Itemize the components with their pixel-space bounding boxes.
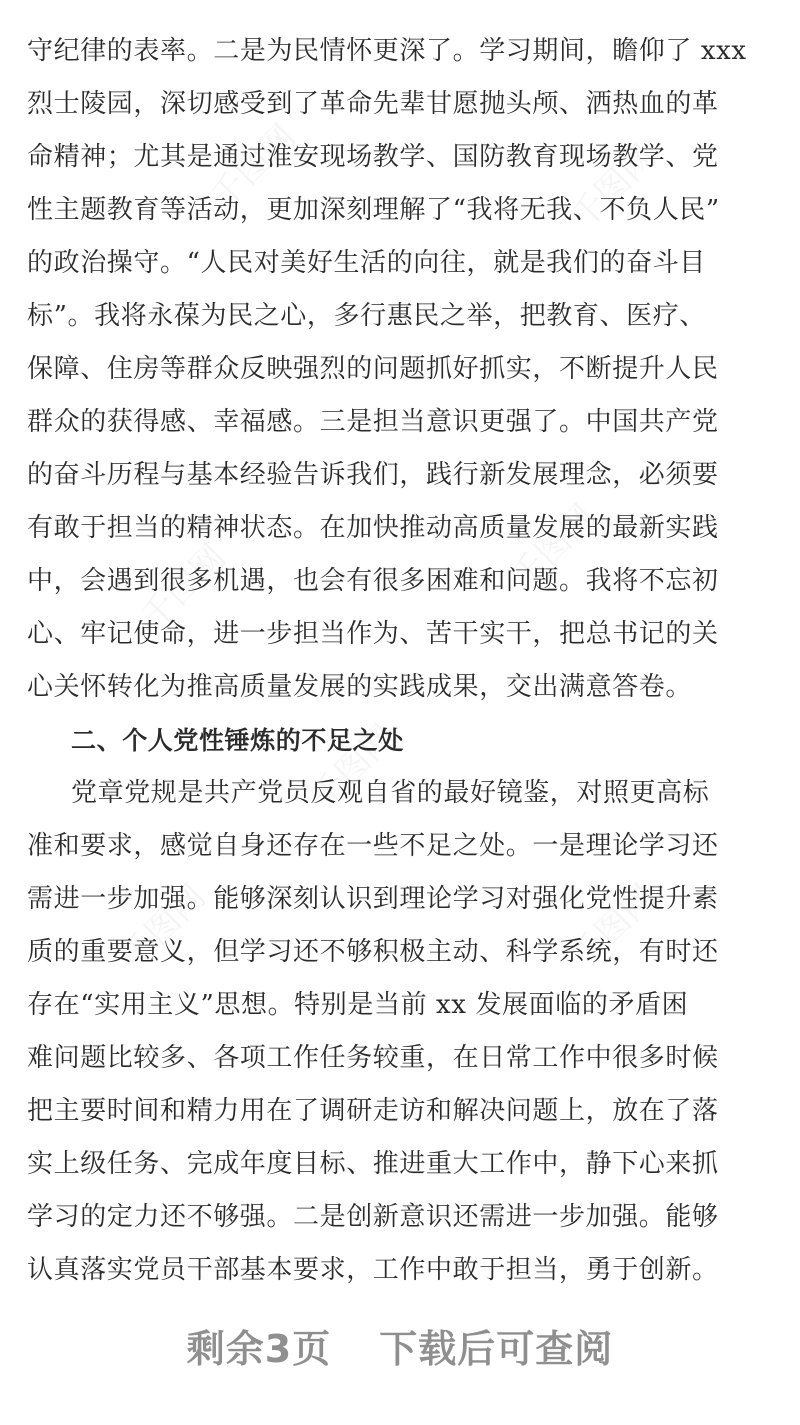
body-line: 命精神；尤其是通过淮安现场教学、国防教育现场教学、党	[27, 142, 719, 172]
body-line: 存在“实用主义”思想。特别是当前 xx 发展面临的矛盾困	[27, 990, 689, 1020]
download-to-view-label: 下载后可查阅	[379, 1327, 614, 1371]
body-line: 心、牢记使命，进一步担当作为、苦干实干，把总书记的关	[27, 619, 719, 649]
body-line: 烈士陵园，深切感受到了革命先辈甘愿抛头颅、洒热血的革	[27, 89, 719, 119]
body-line: 党章党规是共产党员反观自省的最好镜鉴，对照更高标	[71, 778, 710, 808]
body-line: 难问题比较多、各项工作任务较重，在日常工作中很多时候	[27, 1043, 719, 1073]
body-line: 学习的定力还不够强。二是创新意识还需进一步加强。能够	[27, 1202, 719, 1232]
body-line: 中，会遇到很多机遇，也会有很多困难和问题。我将不忘初	[27, 566, 719, 596]
body-line: 把主要时间和精力用在了调研走访和解决问题上，放在了落	[27, 1096, 719, 1126]
body-line: 守纪律的表率。二是为民情怀更深了。学习期间，瞻仰了 xxx	[27, 36, 747, 66]
document-body	[27, 25, 777, 1297]
body-line: 需进一步加强。能够深刻认识到理论学习对强化党性提升素	[27, 884, 719, 914]
body-line: 标”。我将永葆为民之心，多行惠民之举，把教育、医疗、	[27, 301, 706, 331]
body-line: 的政治操守。“人民对美好生活的向往，就是我们的奋斗目	[27, 248, 706, 278]
body-line: 认真落实党员干部基本要求，工作中敢于担当，勇于创新。	[27, 1255, 719, 1285]
body-line: 的奋斗历程与基本经验告诉我们，践行新发展理念，必须要	[27, 460, 719, 490]
body-line: 性主题教育等活动，更加深刻理解了“我将无我、不负人民”	[27, 195, 720, 225]
body-line: 保障、住房等群众反映强烈的问题抓好抓实，不断提升人民	[27, 354, 719, 384]
download-prompt[interactable]	[0, 1318, 800, 1373]
body-line: 实上级任务、完成年度目标、推进重大工作中，静下心来抓	[27, 1149, 719, 1179]
section-heading: 二、个人党性锤炼的不足之处	[71, 726, 404, 755]
body-line: 群众的获得感、幸福感。三是担当意识更强了。中国共产党	[27, 407, 719, 437]
body-line: 准和要求，感觉自身还存在一些不足之处。一是理论学习还	[27, 831, 719, 861]
body-line: 有敢于担当的精神状态。在加快推动高质量发展的最新实践	[27, 513, 719, 543]
body-line: 心关怀转化为推高质量发展的实践成果，交出满意答卷。	[27, 672, 693, 702]
remaining-pages-label: 剩余3页	[186, 1327, 332, 1371]
body-line: 质的重要意义，但学习还不够积极主动、科学系统，有时还	[27, 937, 719, 967]
